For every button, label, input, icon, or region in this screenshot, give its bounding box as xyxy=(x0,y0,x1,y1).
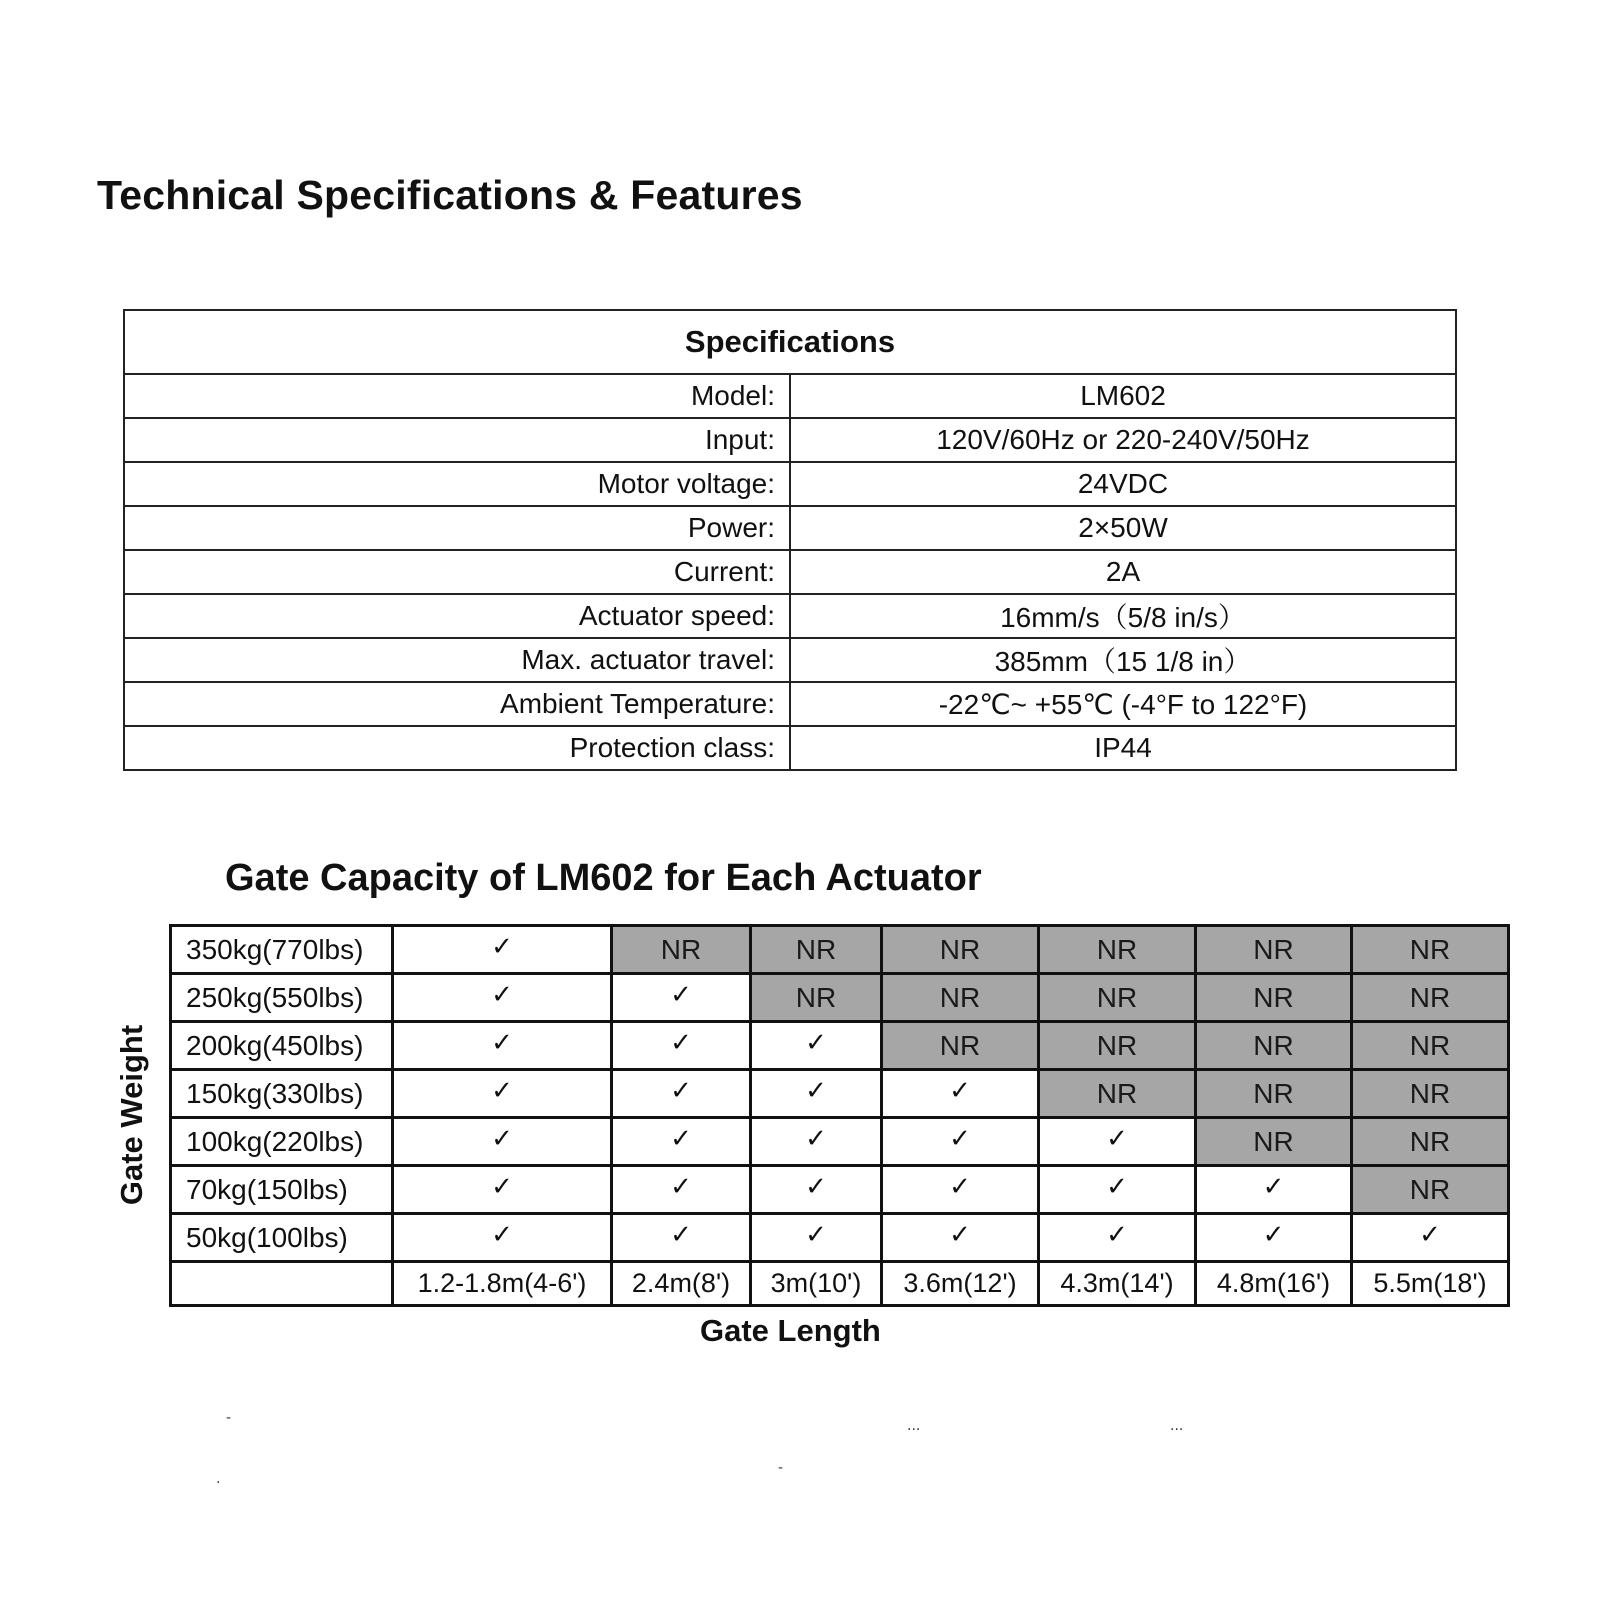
gate-length-label: 2.4m(8') xyxy=(612,1262,751,1306)
supported-check-cell: ✓ xyxy=(612,1118,751,1166)
stray-mark: - xyxy=(226,1410,232,1426)
stray-mark: ... xyxy=(1170,1418,1184,1434)
spec-value: 2×50W xyxy=(790,506,1456,550)
not-recommended-cell: NR xyxy=(1352,1166,1509,1214)
supported-check-cell: ✓ xyxy=(1039,1214,1196,1262)
spec-row xyxy=(124,682,1456,726)
gate-weight-label: 70kg(150lbs) xyxy=(171,1166,393,1214)
stray-mark: - xyxy=(778,1460,784,1476)
capacity-row xyxy=(171,1214,1509,1262)
supported-check-cell: ✓ xyxy=(393,1118,612,1166)
supported-check-cell: ✓ xyxy=(751,1070,882,1118)
gate-length-label: 5.5m(18') xyxy=(1352,1262,1509,1306)
supported-check-cell: ✓ xyxy=(751,1118,882,1166)
supported-check-cell: ✓ xyxy=(751,1214,882,1262)
not-recommended-cell: NR xyxy=(1352,1070,1509,1118)
spec-value: 2A xyxy=(790,550,1456,594)
supported-check-cell: ✓ xyxy=(882,1214,1039,1262)
specifications-table xyxy=(123,309,1457,771)
supported-check-cell: ✓ xyxy=(1039,1118,1196,1166)
not-recommended-cell: NR xyxy=(1039,1022,1196,1070)
capacity-row xyxy=(171,926,1509,974)
spec-row xyxy=(124,374,1456,418)
supported-check-cell: ✓ xyxy=(1196,1214,1352,1262)
spec-label: Input: xyxy=(124,418,790,462)
not-recommended-cell: NR xyxy=(1352,974,1509,1022)
spec-row xyxy=(124,506,1456,550)
spec-label: Power: xyxy=(124,506,790,550)
spec-value: 120V/60Hz or 220-240V/50Hz xyxy=(790,418,1456,462)
supported-check-cell: ✓ xyxy=(612,1166,751,1214)
supported-check-cell: ✓ xyxy=(751,1022,882,1070)
spec-value: IP44 xyxy=(790,726,1456,770)
supported-check-cell: ✓ xyxy=(393,1214,612,1262)
gate-length-axis-label: Gate Length xyxy=(700,1313,881,1348)
spec-row xyxy=(124,726,1456,770)
not-recommended-cell: NR xyxy=(1196,974,1352,1022)
supported-check-cell: ✓ xyxy=(882,1166,1039,1214)
spec-row xyxy=(124,462,1456,506)
gate-length-label: 1.2-1.8m(4-6') xyxy=(393,1262,612,1306)
spec-value: 16mm/s（5/8 in/s） xyxy=(790,594,1456,638)
not-recommended-cell: NR xyxy=(751,974,882,1022)
empty-corner-cell xyxy=(171,1262,393,1306)
page-title: Technical Specifications & Features xyxy=(97,172,803,218)
not-recommended-cell: NR xyxy=(1352,1022,1509,1070)
not-recommended-cell: NR xyxy=(1196,1118,1352,1166)
spec-value: -22℃~ +55℃ (-4°F to 122°F) xyxy=(790,682,1456,726)
not-recommended-cell: NR xyxy=(882,1022,1039,1070)
supported-check-cell: ✓ xyxy=(882,1118,1039,1166)
supported-check-cell: ✓ xyxy=(393,1166,612,1214)
supported-check-cell: ✓ xyxy=(393,1022,612,1070)
supported-check-cell: ✓ xyxy=(393,974,612,1022)
spec-label: Motor voltage: xyxy=(124,462,790,506)
gate-length-label: 4.3m(14') xyxy=(1039,1262,1196,1306)
spec-value: 385mm（15 1/8 in） xyxy=(790,638,1456,682)
spec-label: Actuator speed: xyxy=(124,594,790,638)
spec-row xyxy=(124,594,1456,638)
spec-label: Current: xyxy=(124,550,790,594)
supported-check-cell: ✓ xyxy=(393,926,612,974)
gate-length-label: 4.8m(16') xyxy=(1196,1262,1352,1306)
supported-check-cell: ✓ xyxy=(393,1070,612,1118)
capacity-row xyxy=(171,1118,1509,1166)
spec-label: Protection class: xyxy=(124,726,790,770)
supported-check-cell: ✓ xyxy=(1039,1166,1196,1214)
supported-check-cell: ✓ xyxy=(612,1070,751,1118)
spec-label: Max. actuator travel: xyxy=(124,638,790,682)
gate-weight-label: 100kg(220lbs) xyxy=(171,1118,393,1166)
not-recommended-cell: NR xyxy=(882,974,1039,1022)
capacity-row xyxy=(171,974,1509,1022)
gate-weight-label: 50kg(100lbs) xyxy=(171,1214,393,1262)
capacity-title: Gate Capacity of LM602 for Each Actuator xyxy=(225,857,982,899)
spec-row xyxy=(124,418,1456,462)
supported-check-cell: ✓ xyxy=(1196,1166,1352,1214)
supported-check-cell: ✓ xyxy=(612,1022,751,1070)
spec-row xyxy=(124,638,1456,682)
spec-value: 24VDC xyxy=(790,462,1456,506)
gate-weight-axis-label: Gate Weight xyxy=(114,1024,149,1206)
spec-value: LM602 xyxy=(790,374,1456,418)
not-recommended-cell: NR xyxy=(1196,1022,1352,1070)
not-recommended-cell: NR xyxy=(612,926,751,974)
gate-weight-label: 250kg(550lbs) xyxy=(171,974,393,1022)
gate-length-label: 3m(10') xyxy=(751,1262,882,1306)
not-recommended-cell: NR xyxy=(1352,926,1509,974)
gate-length-row xyxy=(171,1262,1509,1306)
supported-check-cell: ✓ xyxy=(612,974,751,1022)
not-recommended-cell: NR xyxy=(1039,1070,1196,1118)
not-recommended-cell: NR xyxy=(1039,926,1196,974)
supported-check-cell: ✓ xyxy=(751,1166,882,1214)
gate-capacity-table xyxy=(169,924,1510,1307)
gate-weight-label: 200kg(450lbs) xyxy=(171,1022,393,1070)
capacity-row xyxy=(171,1166,1509,1214)
supported-check-cell: ✓ xyxy=(612,1214,751,1262)
capacity-row xyxy=(171,1070,1509,1118)
specifications-body xyxy=(124,374,1456,770)
specifications-header: Specifications xyxy=(124,310,1456,374)
spec-label: Model: xyxy=(124,374,790,418)
capacity-row xyxy=(171,1022,1509,1070)
not-recommended-cell: NR xyxy=(1039,974,1196,1022)
spec-row xyxy=(124,550,1456,594)
not-recommended-cell: NR xyxy=(1196,1070,1352,1118)
gate-weight-label: 350kg(770lbs) xyxy=(171,926,393,974)
gate-weight-label: 150kg(330lbs) xyxy=(171,1070,393,1118)
not-recommended-cell: NR xyxy=(751,926,882,974)
not-recommended-cell: NR xyxy=(1352,1118,1509,1166)
supported-check-cell: ✓ xyxy=(882,1070,1039,1118)
stray-mark: ... xyxy=(907,1418,921,1434)
not-recommended-cell: NR xyxy=(882,926,1039,974)
supported-check-cell: ✓ xyxy=(1352,1214,1509,1262)
gate-length-label: 3.6m(12') xyxy=(882,1262,1039,1306)
stray-mark: . xyxy=(216,1471,221,1487)
spec-label: Ambient Temperature: xyxy=(124,682,790,726)
gate-capacity-body xyxy=(171,926,1509,1306)
not-recommended-cell: NR xyxy=(1196,926,1352,974)
